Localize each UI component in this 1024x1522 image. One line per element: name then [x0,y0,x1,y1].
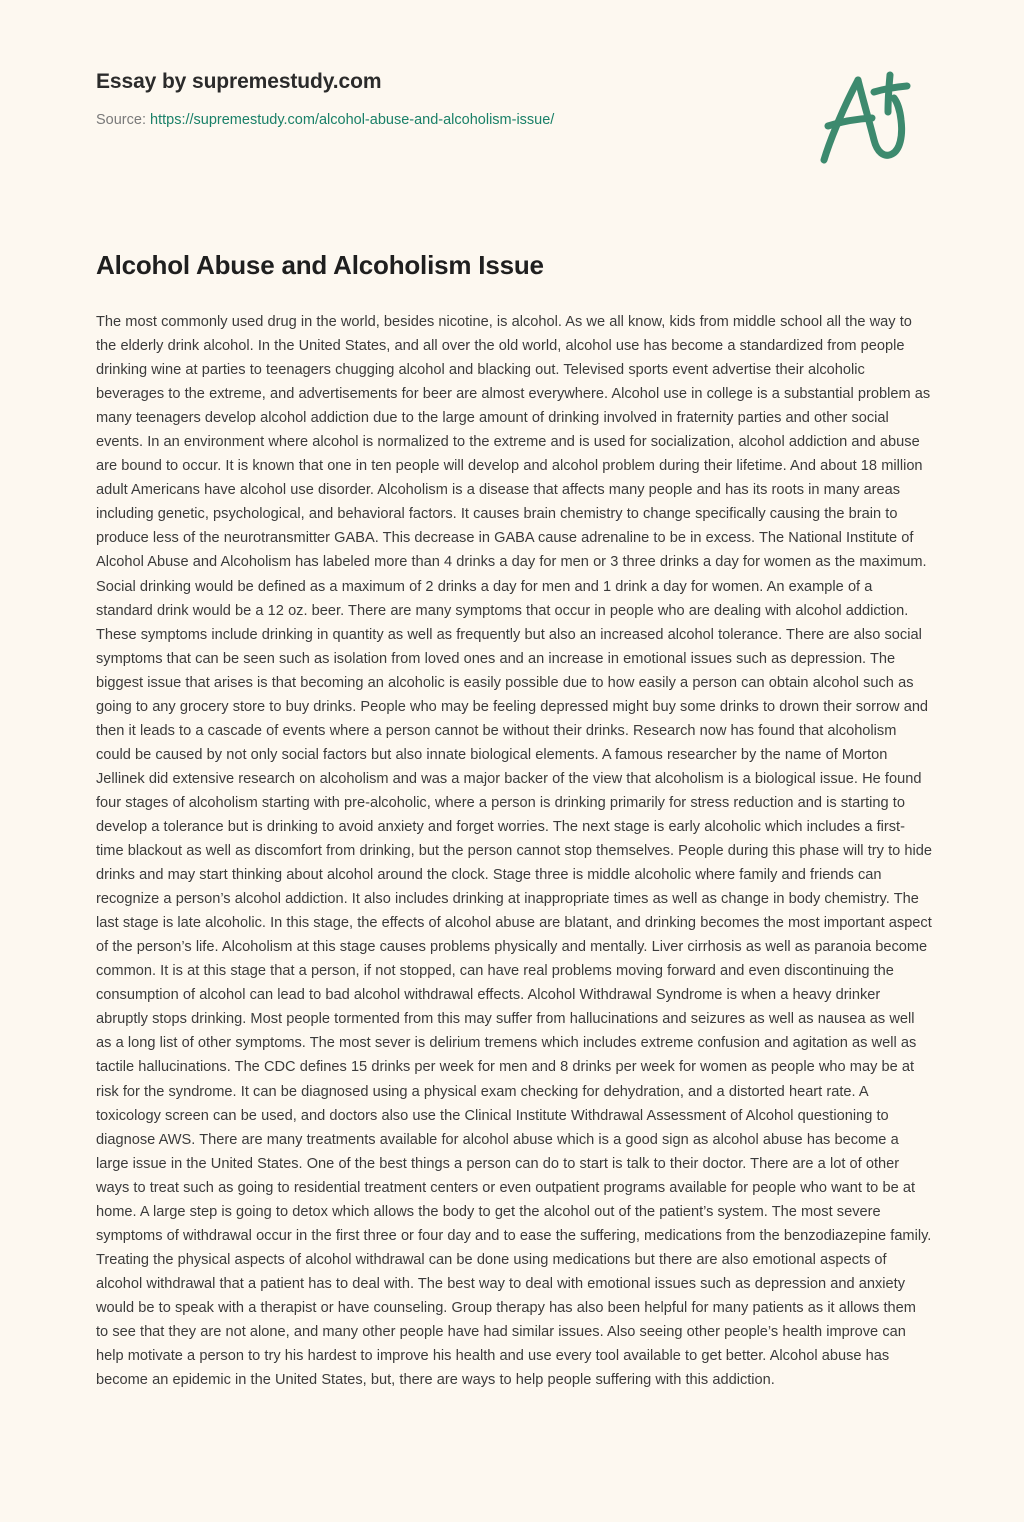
source-line [96,110,796,130]
site-title: Essay by supremestudy.com [96,70,382,93]
header-text-block [96,68,796,130]
article [96,248,932,1392]
source-label: Source: [96,112,146,128]
source-url-link[interactable]: https://supremestudy.com/alcohol-abuse-and-alcoholism-issue/ [150,112,555,128]
a-plus-logo-icon [800,62,920,172]
page-title: Alcohol Abuse and Alcoholism Issue [96,250,544,280]
a-plus-logo [800,62,920,172]
article-body-text: The most commonly used drug in the world, besides nicotine, is alcohol. As we all know, kids from middle school all the way to the elderly drink alcohol. In the United States, and all over the old world, alcohol use has become a standardized from people drinking wine at parties to teenagers chugging alcohol and blacking out. Televised sports event advertise their alcoholic beverages to the extreme, and advertisements for beer are almost everywhere. Alcohol use in college is a substantial problem as many teenagers develop alcohol addiction due to the large amount of drinking involved in fraternity parties and other social events. In an environment where alcohol is normalized to the extreme and is used for socialization, alcohol addiction and abuse are bound to occur. It is known that one in ten people will develop and alcohol problem during their lifetime. And about 18 million adult Americans have alcohol use disorder. Alcoholism is a disease that affects many people and has its roots in many areas including genetic, psychological, and behavioral factors. It causes brain chemistry to change specifically causing the brain to produce less of the neurotransmitter GABA. This decrease in GABA cause adrenaline to be in excess. The National Institute of Alcohol Abuse and Alcoholism has labeled more than 4 drinks a day for men or 3 three drinks a day for women as the maximum. Social drinking would be defined as a maximum of 2 drinks a day for men and 1 drink a day for women. An example of a standard drink would be a 12 oz. beer. There are many symptoms that occur in people who are dealing with alcohol addiction. These symptoms include drinking in quantity as well as frequently but also an increased alcohol tolerance. There are also social symptoms that can be seen such as isolation from loved ones and an increase in emotional issues such as depression. The biggest issue that arises is that becoming an alcoholic is easily possible due to how easily a person can obtain alcohol such as going to any grocery store to buy drinks. People who may be feeling depressed might buy some drinks to drown their sorrow and then it leads to a cascade of events where a person cannot be without their drinks. Research now has found that alcoholism could be caused by not only social factors but also innate biological elements. A famous researcher by the name of Morton Jellinek did extensive research on alcoholism and was a major backer of the view that alcoholism is a biological issue. He found four stages of alcoholism starting with pre-alcoholic, where a person is drinking primarily for stress reduction and is starting to develop a tolerance but is drinking to avoid anxiety and forget worries. The next stage is early alcoholic which includes a first-time blackout as well as discomfort from drinking, but the person cannot stop themselves. People during this phase will try to hide drinks and may start thinking about alcohol around the clock. Stage three is middle alcoholic where family and friends can recognize a person’s alcohol addiction. It also includes drinking at inappropriate times as well as change in body chemistry. The last stage is late alcoholic. In this stage, the effects of alcohol abuse are blatant, and drinking becomes the most important aspect of the person’s life. Alcoholism at this stage causes problems physically and mentally. Liver cirrhosis as well as paranoia become common. It is at this stage that a person, if not stopped, can have real problems moving forward and even discontinuing the consumption of alcohol can lead to bad alcohol withdrawal effects. Alcohol Withdrawal Syndrome is when a heavy drinker abruptly stops drinking. Most people tormented from this may suffer from hallucinations and seizures as well as nausea as well as a long list of other symptoms. The most sever is delirium tremens which includes extreme confusion and agitation as well as tactile hallucinations. The CDC defines 15 drinks per week for men and 8 drinks per week for women as people who may be at risk for the syndrome. It can be diagnosed using a physical exam checking for dehydration, and a distorted heart rate. A toxicology screen can be used, and doctors also use the Clinical Institute Withdrawal Assessment of Alcohol questioning to diagnose AWS. There are many treatments available for alcohol abuse which is a good sign as alcohol abuse has become a large issue in the United States. One of the best things a person can do to start is talk to their doctor. There are a lot of other ways to treat such as going to residential treatment centers or even outpatient programs available for people who want to be at home. A large step is going to detox which allows the body to get the alcohol out of the patient’s system. The most severe symptoms of withdrawal occur in the first three or four day and to ease the suffering, medications from the benzodiazepine family. Treating the physical aspects of alcohol withdrawal can be done using medications but there are also emotional aspects of alcohol withdrawal that a patient has to deal with. The best way to deal with emotional issues such as depression and anxiety would be to speak with a therapist or have counseling. Group therapy has also been helpful for many patients as it allows them to see that they are not alone, and many other people have had similar issues. Also seeing other people’s health improve can help motivate a person to try his hardest to improve his health and use every tool available to get better. Alcohol abuse has become an epidemic in the United States, but, there are ways to help people suffering with this addiction. [96,314,932,1389]
